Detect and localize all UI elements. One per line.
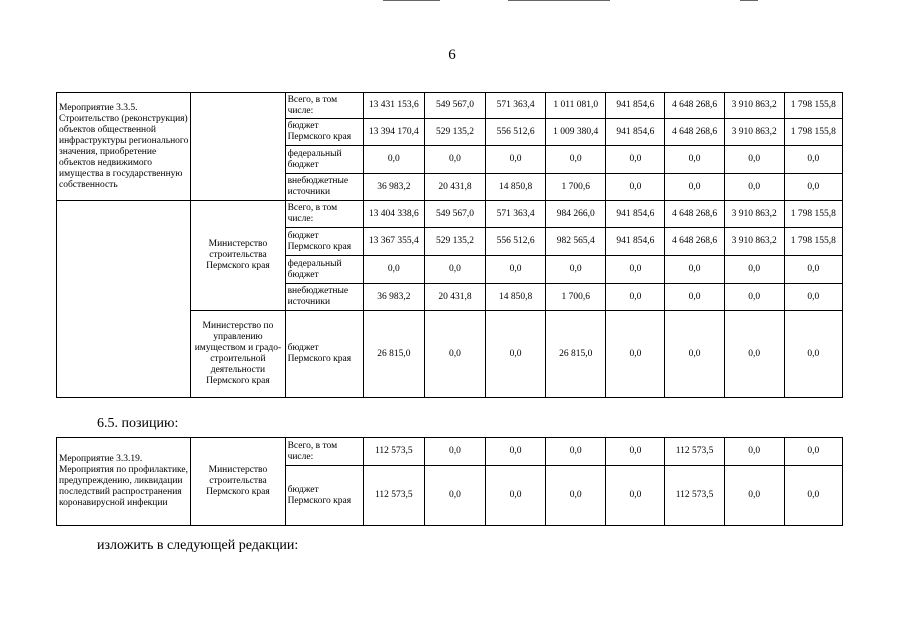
amount-cell: 1 009 380,4	[546, 119, 606, 146]
amount-cell: 1 798 155,8	[784, 228, 842, 256]
amount-cell: 0,0	[724, 311, 784, 398]
amount-cell: 1 700,6	[546, 284, 606, 311]
amount-cell: 112 573,5	[665, 466, 724, 526]
amount-cell: 3 910 863,2	[724, 228, 784, 256]
amount-cell: 941 854,6	[606, 119, 665, 146]
amount-cell: 26 815,0	[363, 311, 424, 398]
amount-cell: 0,0	[486, 146, 546, 174]
amount-cell: 0,0	[665, 284, 724, 311]
amount-cell: 0,0	[665, 256, 724, 284]
table-row	[57, 93, 843, 119]
amount-cell: 3 910 863,2	[724, 93, 784, 119]
funding-source-cell: бюджет Пермского края	[285, 119, 363, 146]
amount-cell: 984 266,0	[546, 201, 606, 228]
amount-cell: 1 798 155,8	[784, 93, 842, 119]
amount-cell: 941 854,6	[606, 228, 665, 256]
funding-table-3-3-19	[56, 437, 843, 526]
amount-cell: 36 983,2	[363, 284, 424, 311]
amount-cell: 4 648 268,6	[665, 119, 724, 146]
amount-cell: 0,0	[363, 256, 424, 284]
amount-cell: 0,0	[486, 311, 546, 398]
amount-cell: 0,0	[546, 438, 606, 466]
amount-cell: 0,0	[784, 146, 842, 174]
amount-cell: 112 573,5	[665, 438, 724, 466]
amount-cell: 13 431 153,6	[363, 93, 424, 119]
amount-cell: 0,0	[606, 438, 665, 466]
amount-cell: 0,0	[784, 174, 842, 201]
amount-cell: 4 648 268,6	[665, 93, 724, 119]
amount-cell: 0,0	[724, 466, 784, 526]
funding-source-cell: Всего, в том числе:	[285, 93, 363, 119]
amount-cell: 0,0	[424, 146, 485, 174]
amount-cell: 0,0	[363, 146, 424, 174]
caption-new-wording: изложить в следующей редакции:	[97, 538, 299, 553]
funding-source-cell: федеральный бюджет	[285, 146, 363, 174]
amount-cell: 112 573,5	[363, 438, 424, 466]
amount-cell: 0,0	[606, 174, 665, 201]
organization-cell: Министерство строительства Пермского края	[191, 201, 285, 311]
amount-cell: 0,0	[424, 438, 485, 466]
amount-cell: 941 854,6	[606, 201, 665, 228]
funding-source-cell: бюджет Пермского края	[285, 228, 363, 256]
funding-source-cell: Всего, в том числе:	[285, 438, 363, 466]
amount-cell: 0,0	[424, 256, 485, 284]
amount-cell: 26 815,0	[546, 311, 606, 398]
amount-cell: 556 512,6	[486, 228, 546, 256]
amount-cell: 4 648 268,6	[665, 228, 724, 256]
amount-cell: 0,0	[486, 256, 546, 284]
amount-cell: 571 363,4	[486, 93, 546, 119]
amount-cell: 0,0	[724, 256, 784, 284]
amount-cell: 549 567,0	[424, 93, 485, 119]
top-rule-right	[740, 0, 758, 1]
amount-cell: 0,0	[724, 174, 784, 201]
funding-source-cell: внебюджетные источники	[285, 174, 363, 201]
amount-cell: 0,0	[724, 146, 784, 174]
table-row	[57, 438, 843, 466]
amount-cell: 20 431,8	[424, 174, 485, 201]
organization-cell: Министерство по управлению имуществом и градо-строительной деятельности Пермского края	[191, 311, 285, 398]
amount-cell: 0,0	[486, 466, 546, 526]
amount-cell: 3 910 863,2	[724, 201, 784, 228]
amount-cell: 982 565,4	[546, 228, 606, 256]
amount-cell: 0,0	[424, 466, 485, 526]
amount-cell: 20 431,8	[424, 284, 485, 311]
organization-cell: Министерство строительства Пермского края	[191, 438, 285, 526]
amount-cell: 0,0	[606, 311, 665, 398]
amount-cell: 0,0	[606, 466, 665, 526]
amount-cell: 1 011 081,0	[546, 93, 606, 119]
top-rule-mid	[508, 0, 610, 1]
funding-source-cell: Всего, в том числе:	[285, 201, 363, 228]
amount-cell: 0,0	[546, 146, 606, 174]
amount-cell: 1 798 155,8	[784, 119, 842, 146]
amount-cell: 0,0	[784, 311, 842, 398]
organization-cell-empty	[191, 93, 285, 201]
amount-cell: 941 854,6	[606, 93, 665, 119]
amount-cell: 529 135,2	[424, 228, 485, 256]
amount-cell: 556 512,6	[486, 119, 546, 146]
caption-position: 6.5. позицию:	[97, 416, 179, 431]
amount-cell: 13 367 355,4	[363, 228, 424, 256]
amount-cell: 0,0	[606, 256, 665, 284]
amount-cell: 0,0	[784, 256, 842, 284]
amount-cell: 0,0	[665, 146, 724, 174]
amount-cell: 0,0	[486, 438, 546, 466]
activity-cell-empty	[57, 201, 191, 398]
funding-table-3-3-5	[56, 92, 843, 398]
amount-cell: 0,0	[784, 438, 842, 466]
amount-cell: 3 910 863,2	[724, 119, 784, 146]
amount-cell: 0,0	[665, 174, 724, 201]
amount-cell: 0,0	[606, 146, 665, 174]
amount-cell: 0,0	[606, 284, 665, 311]
funding-source-cell: федеральный бюджет	[285, 256, 363, 284]
amount-cell: 0,0	[665, 311, 724, 398]
amount-cell: 36 983,2	[363, 174, 424, 201]
page-number: 6	[448, 47, 456, 63]
funding-source-cell: внебюджетные источники	[285, 284, 363, 311]
activity-cell: Мероприятие 3.3.5. Строительство (реконструкция) объектов общественной инфраструктуры регионального значения, приобретение объектов недвижимого имущества в государственную собственность	[57, 93, 191, 201]
table-row	[57, 201, 843, 228]
activity-cell: Мероприятие 3.3.19. Мероприятия по профилактике, предупреждению, ликвидации последствий распространения коронавирусной инфекции	[57, 438, 191, 526]
amount-cell: 0,0	[784, 466, 842, 526]
funding-source-cell: бюджет Пермского края	[285, 466, 363, 526]
amount-cell: 1 798 155,8	[784, 201, 842, 228]
amount-cell: 13 394 170,4	[363, 119, 424, 146]
amount-cell: 0,0	[424, 311, 485, 398]
amount-cell: 1 700,6	[546, 174, 606, 201]
amount-cell: 112 573,5	[363, 466, 424, 526]
amount-cell: 14 850,8	[486, 284, 546, 311]
amount-cell: 4 648 268,6	[665, 201, 724, 228]
amount-cell: 529 135,2	[424, 119, 485, 146]
amount-cell: 571 363,4	[486, 201, 546, 228]
amount-cell: 0,0	[724, 284, 784, 311]
amount-cell: 0,0	[546, 466, 606, 526]
amount-cell: 549 567,0	[424, 201, 485, 228]
amount-cell: 0,0	[546, 256, 606, 284]
amount-cell: 0,0	[784, 284, 842, 311]
funding-source-cell: бюджет Пермского края	[285, 311, 363, 398]
amount-cell: 13 404 338,6	[363, 201, 424, 228]
amount-cell: 14 850,8	[486, 174, 546, 201]
amount-cell: 0,0	[724, 438, 784, 466]
top-rule-left	[383, 0, 440, 1]
